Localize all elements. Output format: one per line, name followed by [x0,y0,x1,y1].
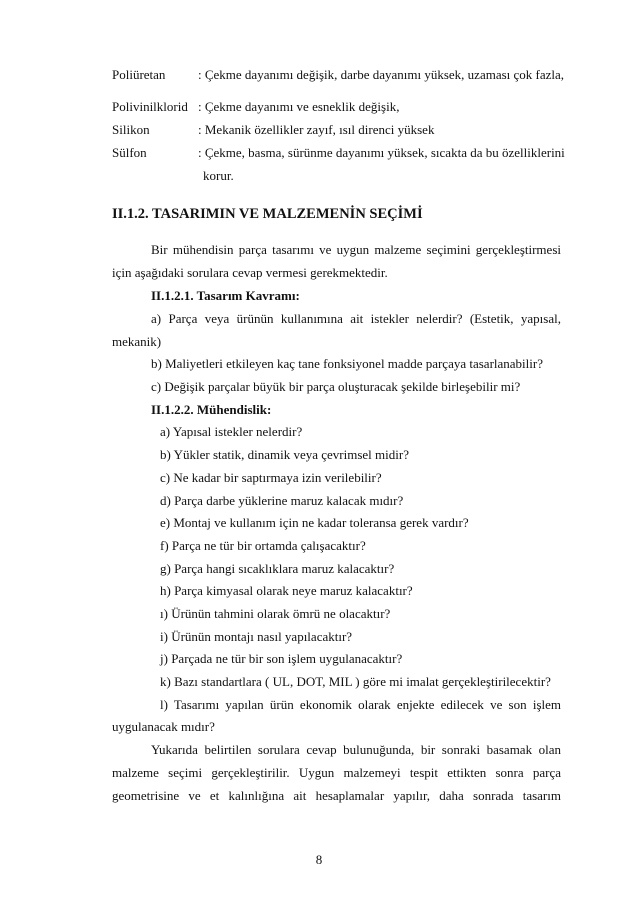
closing-line-3: geometrisine ve et kalınlığına ait hesaplamalar yapılır, daha sonrada tasarım [112,788,561,803]
property-row-silicone [112,121,562,139]
page-number: 8 [315,852,323,867]
engineering-question: b) Yükler statik, dinamik veya çevrimsel midir? [160,447,409,462]
property-term: Sülfon [112,145,147,160]
property-continuation: korur. [203,168,234,183]
engineering-question: c) Ne kadar bir saptırmaya izin verilebilir? [160,470,382,485]
closing-line-1: Yukarıda belirtilen sorulara cevap bulunuğunda, bir sonraki basamak olan [151,742,561,757]
engineering-question: d) Parça darbe yüklerine maruz kalacak mıdır? [160,493,404,508]
property-term: Poliüretan [112,67,166,82]
design-question-c: c) Değişik parçalar büyük bir parça oluşturacak şekilde birleşebilir mi? [151,379,521,394]
engineering-question-l-line-2: uygulanacak mıdır? [112,719,215,734]
design-question-a-line-2: mekanik) [112,334,162,349]
engineering-question: g) Parça hangi sıcaklıklara maruz kalacaktır? [160,561,395,576]
engineering-heading: II.1.2.2. Mühendislik: [151,402,272,417]
design-question-a-line-1: a) Parça veya ürünün kullanımına ait istekler nelerdir? (Estetik, yapısal, [151,311,561,326]
intro-line-2: için aşağıdaki sorulara cevap vermesi gerekmektedir. [112,265,388,280]
engineering-question: e) Montaj ve kullanım için ne kadar toleransa gerek vardır? [160,515,469,530]
property-description: : Çekme, basma, sürünme dayanımı yüksek, sıcakta da bu özelliklerini [198,145,565,160]
engineering-question: f) Parça ne tür bir ortamda çalışacaktır? [160,538,366,553]
property-term: Polivinilklorid [112,99,188,114]
design-concept-heading: II.1.2.1. Tasarım Kavramı: [151,288,300,303]
closing-line-2: malzeme seçimi gerçekleştirilir. Uygun malzemeyi tespit ettikten sonra parça [112,765,561,780]
engineering-question-l-line-1: l) Tasarımı yapılan ürün ekonomik olarak enjekte edilecek ve son işlem [160,697,561,712]
property-row-sulfone [112,144,565,162]
property-row-polyurethane [112,66,565,84]
design-question-b: b) Maliyetleri etkileyen kaç tane fonksiyonel madde parçaya tasarlanabilir? [151,356,543,371]
engineering-question: i) Ürünün montajı nasıl yapılacaktır? [160,629,353,644]
engineering-question: j) Parçada ne tür bir son işlem uygulanacaktır? [160,651,403,666]
engineering-question: k) Bazı standartlara ( UL, DOT, MIL ) göre mi imalat gerçekleştirilecektir? [160,674,551,689]
property-description: : Çekme dayanımı değişik, darbe dayanımı yüksek, uzaması çok fazla, [198,67,565,82]
section-heading: II.1.2. TASARIMIN VE MALZEMENİN SEÇİMİ [112,206,423,222]
property-description: : Mekanik özellikler zayıf, ısıl direnci yüksek [198,122,435,137]
engineering-question: h) Parça kimyasal olarak neye maruz kalacaktır? [160,583,413,598]
engineering-question: ı) Ürünün tahmini olarak ömrü ne olacaktır? [160,606,391,621]
property-term: Silikon [112,122,150,137]
engineering-question: a) Yapısal istekler nelerdir? [160,424,303,439]
property-description: : Çekme dayanımı ve esneklik değişik, [198,99,400,114]
property-row-pvc [112,98,562,116]
intro-line-1: Bir mühendisin parça tasarımı ve uygun malzeme seçimini gerçekleştirmesi [151,242,561,257]
